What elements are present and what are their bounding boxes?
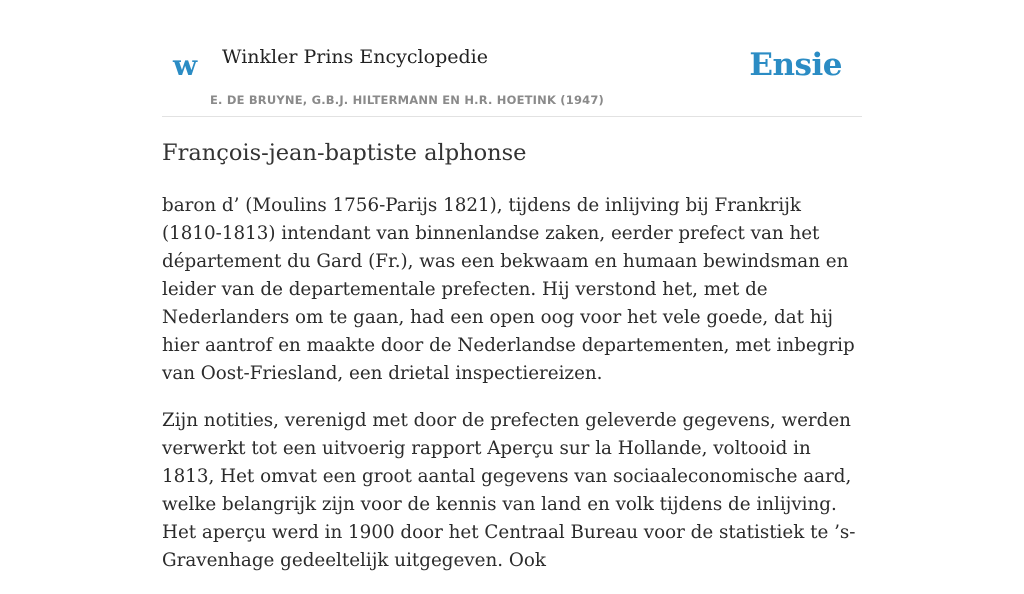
source-title[interactable]: Winkler Prins Encyclopedie <box>222 46 488 68</box>
article-title: François-jean-baptiste alphonse <box>162 140 527 166</box>
article-paragraph: Zijn notities, verenigd met door de prefecten geleverde gegevens, werden verwerkt tot een uitvoerig rapport Aperçu sur la Hollande, voltooid in 1813, Het omvat een groot aantal gegevens van sociaaleconomische aard, welke belangrijk zijn voor de kennis van land en volk tijdens de inlijving. Het aperçu werd in 1900 door het Centraal Bureau voor de statistiek te ’s-Gravenhage gedeeltelijk uitgegeven. Ook <box>162 410 856 571</box>
article-body <box>162 192 862 594</box>
source-authors: E. DE BRUYNE, G.B.J. HILTERMANN EN H.R. HOETINK (1947) <box>210 93 605 107</box>
source-logo[interactable]: w <box>173 49 198 82</box>
source-header <box>162 0 862 117</box>
brand-logo[interactable]: Ensie <box>749 47 842 83</box>
article-paragraph: baron d’ (Moulins 1756-Parijs 1821), tijdens de inlijving bij Frankrijk (1810-1813) intendant van binnenlandse zaken, eerder prefect van het département du Gard (Fr.), was een bekwaam en humaan bewindsman en leider van de departementale prefecten. Hij verstond het, met de Nederlanders om te gaan, had een open oog voor het vele goede, dat hij hier aantrof en maakte door de Nederlandse departementen, met inbegrip van Oost-Friesland, een drietal inspectiereizen. <box>162 195 855 384</box>
page-container <box>162 0 862 571</box>
